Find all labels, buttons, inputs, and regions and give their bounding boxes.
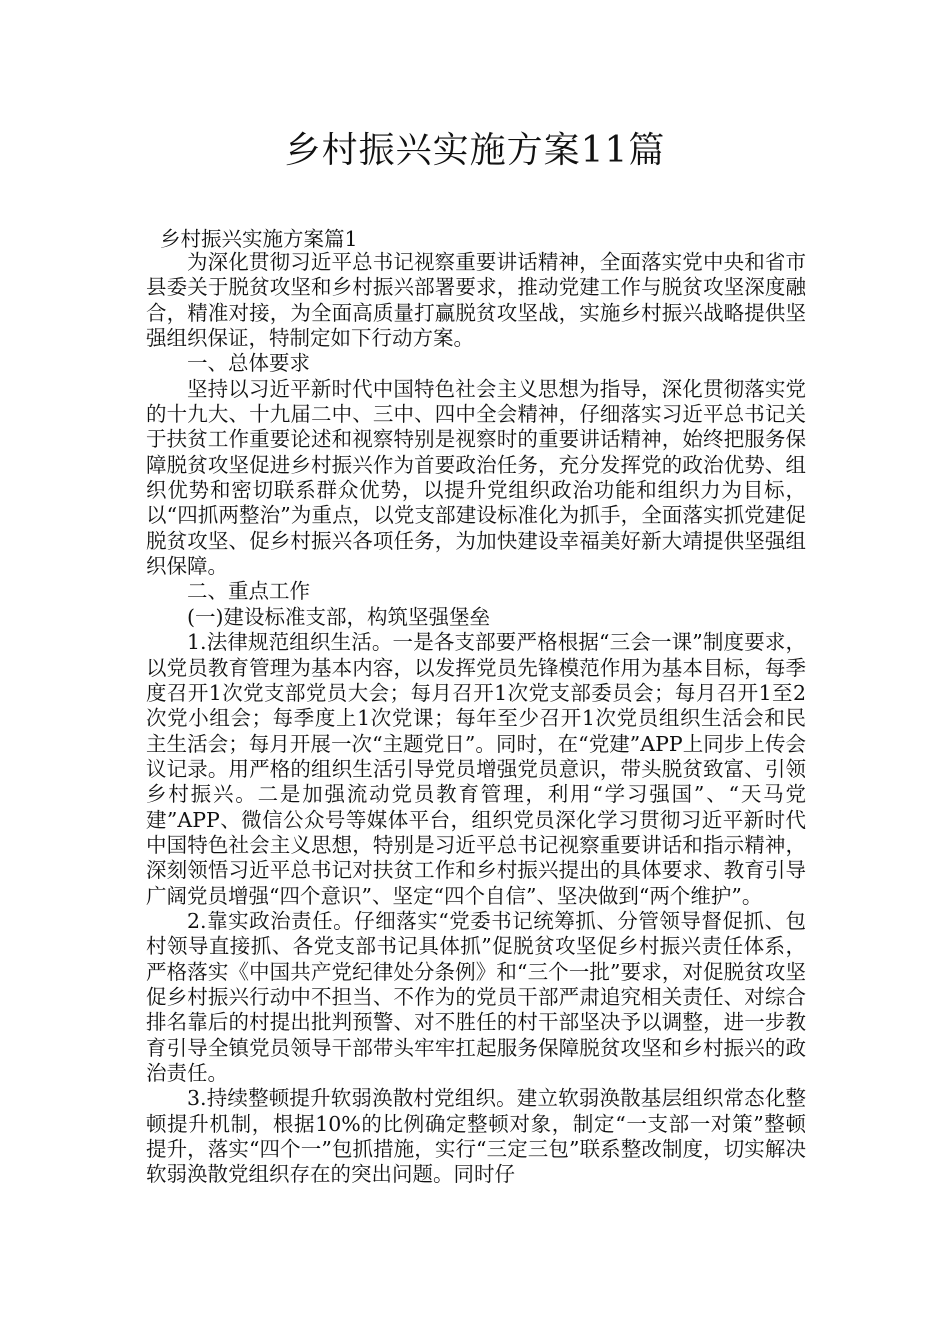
heading-general-requirements: 一、总体要求: [187, 351, 310, 376]
document-title: 乡村振兴实施方案11篇: [284, 130, 666, 171]
paragraph-item-3: 3.持续整顿提升软弱涣散村党组织。建立软弱涣散基层组织常态化整顿提升机制，根据10%的比例确定整顿对象，制定“一支部一对策”整顿提升，落实“四个一”包抓措施，实行“三定三包”联系整改制度，切实解决软弱涣散党组织存在的突出问题。同时仔: [146, 1086, 806, 1187]
paragraph-intro: 为深化贯彻习近平总书记视察重要讲话精神，全面落实党中央和省市县委关于脱贫攻坚和乡村振兴部署要求，推动党建工作与脱贫攻坚深度融合，精准对接，为全面高质量打赢脱贫攻坚战，实施乡村振兴战略提供坚强组织保证，特制定如下行动方案。: [146, 250, 806, 351]
heading-key-work: 二、重点工作: [187, 579, 310, 604]
section-heading: 乡村振兴实施方案篇1: [160, 227, 358, 251]
paragraph-item-1: 1.法律规范组织生活。一是各支部要严格根据“三会一课”制度要求，以党员教育管理为基本内容，以发挥党员先锋模范作用为基本目标，每季度召开1次党支部党员大会；每月召开1次党支部委员会；每月召开1至2次党小组会；每季度上1次党课；每年至少召开1次党员组织生活会和民主生活会；每月开展一次“主题党日”。同时，在“党建”APP上同步上传会议记录。用严格的组织生活引导党员增强党员意识，带头脱贫致富、引领乡村振兴。二是加强流动党员教育管理，利用“学习强国”、“天马党建”APP、微信公众号等媒体平台，组织党员深化学习贯彻习近平新时代中国特色社会主义思想，特别是习近平总书记视察重要讲话和指示精神，深刻领悟习近平总书记对扶贫工作和乡村振兴提出的具体要求、教育引导广阔党员增强“四个意识”、坚定“四个自信”、坚决做到“两个维护”。: [146, 630, 806, 908]
subheading-standard-branch: (一)建设标准支部，构筑坚强堡垒: [187, 604, 490, 629]
document-body: [146, 250, 806, 1188]
paragraph-item-2: 2.靠实政治责任。仔细落实“党委书记统筹抓、分管领导督促抓、包村领导直接抓、各党支部书记具体抓”促脱贫攻坚促乡村振兴责任体系，严格落实《中国共产党纪律处分条例》和“三个一批”要求，对促脱贫攻坚促乡村振兴行动中不担当、不作为的党员干部严肃追究相关责任、对综合排名靠后的村提出批判预警、对不胜任的村干部坚决予以调整，进一步教育引导全镇党员领导干部带头牢牢扛起服务保障脱贫攻坚和乡村振兴的政治责任。: [146, 908, 806, 1085]
paragraph-general-requirements: 坚持以习近平新时代中国特色社会主义思想为指导，深化贯彻落实党的十九大、十九届二中、三中、四中全会精神，仔细落实习近平总书记关于扶贫工作重要论述和视察特别是视察时的重要讲话精神，始终把服务保障脱贫攻坚促进乡村振兴作为首要政治任务，充分发挥党的政治优势、组织优势和密切联系群众优势，以提升党组织政治功能和组织力为目标，以“四抓两整治”为重点，以党支部建设标准化为抓手，全面落实抓党建促脱贫攻坚、促乡村振兴各项任务，为加快建设幸福美好新大靖提供坚强组织保障。: [146, 376, 806, 579]
